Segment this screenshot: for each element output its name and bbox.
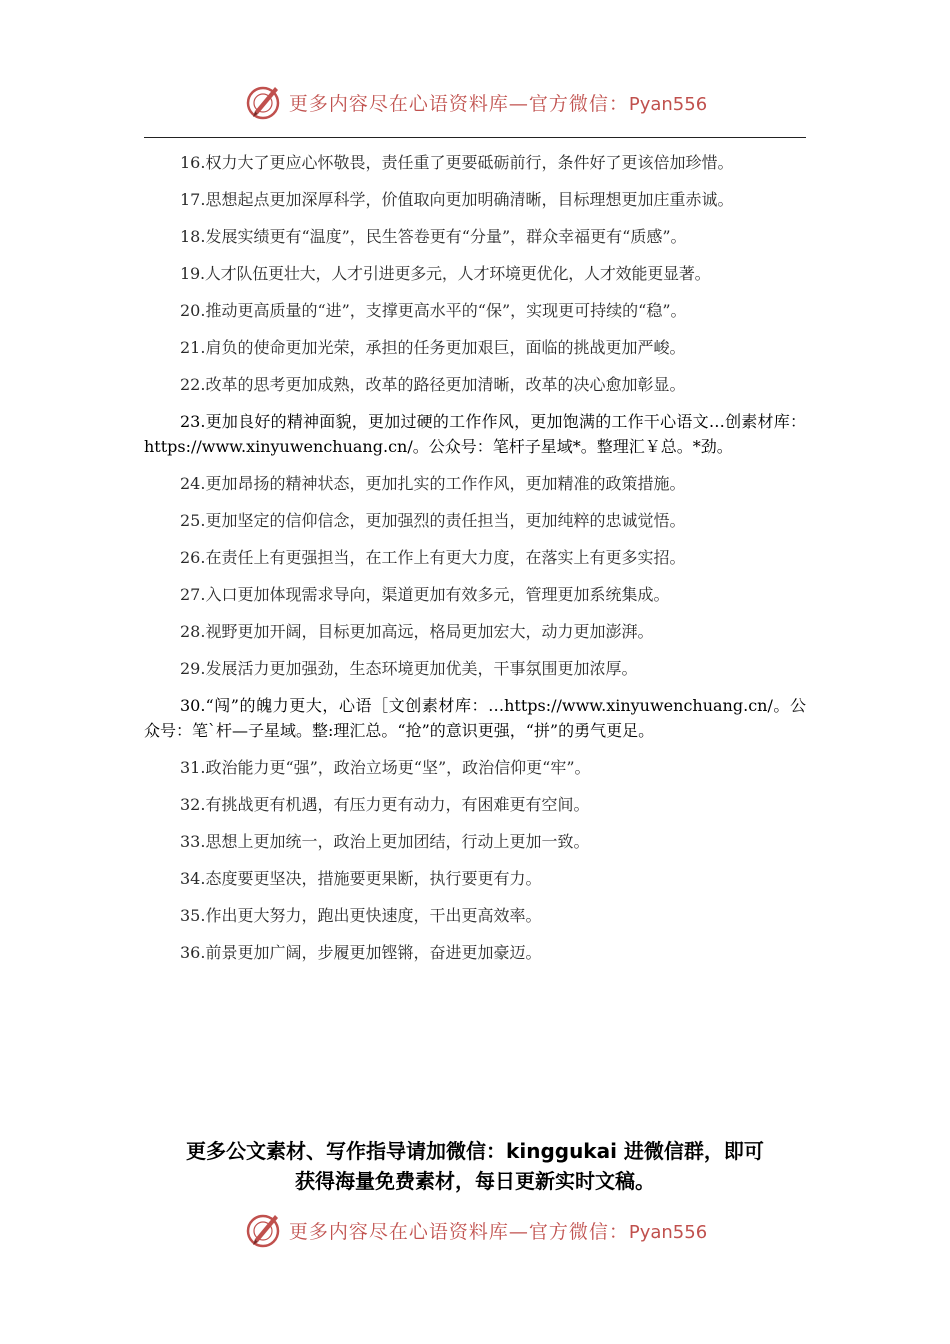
list-item-19: 19.人才队伍更壮大，人才引进更多元，人才环境更优化，人才效能更显著。	[180, 264, 711, 283]
list-item-16: 16.权力大了更应心怀敬畏，责任重了更要砥砺前行，条件好了更该倍加珍惜。	[180, 153, 734, 172]
list-item-28: 28.视野更加开阔，目标更加高远，格局更加宏大，动力更加澎湃。	[180, 622, 654, 641]
promo-line-2: 获得海量免费素材，每日更新实时文稿。	[295, 1169, 655, 1193]
promo-notice	[144, 1136, 806, 1196]
header-divider	[144, 137, 806, 138]
header-brand-banner	[0, 80, 950, 124]
list-item-33: 33.思想上更加统一，政治上更加团结，行动上更加一致。	[180, 832, 590, 851]
list-item-20: 20.推动更高质量的“进”，支撑更高水平的“保”，实现更可持续的“稳”。	[180, 301, 687, 320]
list-item-18: 18.发展实绩更有“温度”，民生答卷更有“分量”，群众幸福更有“质感”。	[180, 227, 687, 246]
list-item-36: 36.前景更加广阔，步履更加铿锵，奋进更加豪迈。	[180, 943, 542, 962]
list-item-32: 32.有挑战更有机遇，有压力更有动力，有困难更有空间。	[180, 795, 590, 814]
document-body	[144, 150, 806, 977]
list-item-24: 24.更加昂扬的精神状态，更加扎实的工作作风，更加精准的政策措施。	[180, 474, 686, 493]
brand-text: 更多内容尽在心语资料库—官方微信：Pyan556	[288, 1220, 708, 1243]
list-item-27: 27.入口更加体现需求导向，渠道更加有效多元，管理更加系统集成。	[180, 585, 670, 604]
brand-logo-icon	[243, 81, 285, 123]
list-item-29: 29.发展活力更加强劲，生态环境更加优美，干事氛围更加浓厚。	[180, 659, 638, 678]
brand-logo-icon	[243, 1209, 285, 1251]
list-item-21: 21.肩负的使命更加光荣，承担的任务更加艰巨，面临的挑战更加严峻。	[180, 338, 686, 357]
list-item-22: 22.改革的思考更加成熟，改革的路径更加清晰，改革的决心愈加彰显。	[180, 375, 686, 394]
list-item-34: 34.态度要更坚决，措施要更果断，执行要更有力。	[180, 869, 542, 888]
promo-line-1: 更多公文素材、写作指导请加微信：kinggukai 进微信群，即可	[186, 1139, 764, 1163]
list-item-26: 26.在责任上有更强担当，在工作上有更大力度，在落实上有更多实招。	[180, 548, 686, 567]
list-item-23: 23.更加良好的精神面貌，更加过硬的工作作风，更加饱满的工作干心语文…创素材库：https://www.xinyuwenchuang.cn/。公众号：笔杆子星域*。整理汇￥总。*劲。	[144, 412, 806, 456]
list-item-17: 17.思想起点更加深厚科学，价值取向更加明确清晰，目标理想更加庄重赤诚。	[180, 190, 734, 209]
list-item-30: 30.“闯”的魄力更大，心语［文创素材库：…https://www.xinyuwenchuang.cn/。公众号：笔`杆—子星域。整:理汇总。“抢”的意识更强，“拼”的勇气更足。	[144, 696, 806, 740]
list-item-35: 35.作出更大努力，跑出更快速度，干出更高效率。	[180, 906, 542, 925]
list-item-31: 31.政治能力更“强”，政治立场更“坚”，政治信仰更“牢”。	[180, 758, 591, 777]
brand-text: 更多内容尽在心语资料库—官方微信：Pyan556	[288, 92, 708, 115]
footer-brand-banner	[0, 1208, 950, 1252]
list-item-25: 25.更加坚定的信仰信念，更加强烈的责任担当，更加纯粹的忠诚觉悟。	[180, 511, 686, 530]
